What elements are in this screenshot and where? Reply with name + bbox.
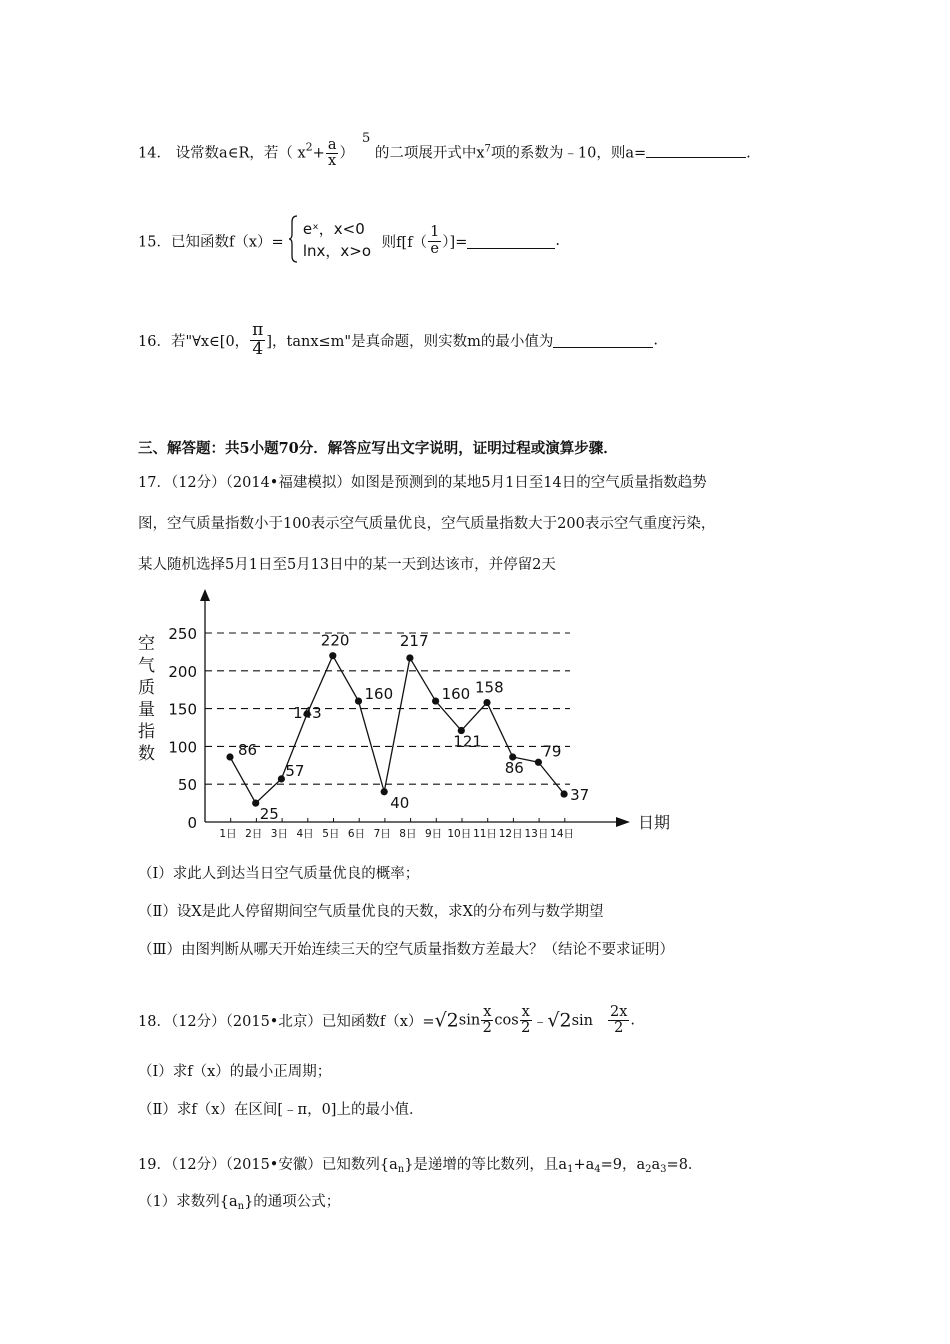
q16-answer-blank <box>553 333 653 348</box>
x-axis-arrow-icon <box>616 817 630 827</box>
q18-sqrt-2: √2 <box>547 1009 572 1032</box>
data-label: 79 <box>542 742 562 761</box>
q18-sqrt-1: √2 <box>434 1009 459 1032</box>
data-label: 143 <box>293 703 322 722</box>
x-tick-label: 4日 <box>296 828 314 840</box>
q19-part-1 <box>138 1190 340 1212</box>
chart-data-labels <box>238 632 589 823</box>
q19-part-1-suffix: }的通项公式； <box>244 1194 341 1210</box>
q16-fraction-denominator: 4 <box>252 338 264 359</box>
q19-plus-a: +a <box>573 1157 595 1173</box>
q15-case-1: eˣ，x<0 <box>302 220 365 239</box>
left-brace-icon <box>288 214 298 264</box>
q19-sub-2: 2 <box>645 1164 652 1175</box>
x-tick-label: 1日 <box>219 828 237 840</box>
air-quality-chart <box>130 585 690 845</box>
q18-fraction-2-numerator: x <box>521 1004 530 1020</box>
data-point <box>252 800 259 807</box>
y-tick-label: 250 <box>168 625 197 643</box>
x-tick-label: 5日 <box>322 828 340 840</box>
data-point <box>561 790 568 797</box>
q18-minus: ﹣ <box>532 1014 548 1031</box>
q14-period: . <box>746 145 751 162</box>
q14-close-paren: ） <box>339 145 354 162</box>
y-axis-label-char: 数 <box>138 744 155 764</box>
q18-part-2: （Ⅱ）求f（x）在区间[﹣π，0]上的最小值． <box>138 1102 424 1118</box>
data-point <box>278 775 285 782</box>
q14-fraction-numerator: a <box>327 137 337 153</box>
q17-line-3: 某人随机选择5月1日至5月13日中的某一天到达该市，并停留2天 <box>138 557 556 573</box>
q19-part-1-prefix: （1）求数列{a <box>138 1194 238 1210</box>
data-label: 40 <box>390 793 410 812</box>
q19-part-1-sub-n: n <box>237 1201 245 1212</box>
data-point <box>535 759 542 766</box>
q14-x-exponent: 7 <box>484 143 491 155</box>
y-tick-label: 200 <box>168 662 197 681</box>
q15-prefix: 已知函数f（x）= <box>170 234 284 251</box>
q14-middle-text: 的二项展开式中x <box>374 145 485 162</box>
q14-outer-exponent: 5 <box>361 130 371 146</box>
q18-sin-2: sin <box>571 1012 593 1029</box>
y-tick-label: 0 <box>187 814 197 832</box>
x-tick-label: 8日 <box>399 828 417 840</box>
x-tick-label: 2日 <box>245 828 263 840</box>
q15-fraction-denominator: e <box>430 240 439 257</box>
q18-fraction-3 <box>608 1005 629 1036</box>
q15-middle-text: 则f[f（ <box>381 234 428 251</box>
data-point <box>329 652 336 659</box>
x-tick-label: 6日 <box>347 828 366 840</box>
q14-fraction-denominator: x <box>328 153 337 170</box>
data-point <box>432 697 439 704</box>
q18-stem: 18．（12分）（2015•北京）已知函数f（x）= <box>138 1014 435 1031</box>
data-point <box>406 654 413 661</box>
q15-period: . <box>555 233 560 249</box>
y-axis-label-char: 质 <box>138 678 155 698</box>
q18-fraction-1-numerator: x <box>483 1004 492 1020</box>
y-tick-label: 50 <box>177 776 197 795</box>
y-axis-label-char: 指 <box>138 722 155 742</box>
chart-y-axis-label <box>138 634 155 764</box>
q18-part-1: （Ⅰ）求f（x）的最小正周期； <box>138 1064 332 1080</box>
data-label: 220 <box>320 631 350 650</box>
q16-fraction-numerator: π <box>252 320 264 340</box>
data-label: 86 <box>238 740 258 759</box>
q18-cos: cos <box>494 1012 519 1029</box>
q18-fraction-1 <box>481 1005 493 1036</box>
q15-fraction-numerator: 1 <box>430 224 440 241</box>
data-point <box>355 697 362 704</box>
q18-period: . <box>630 1012 635 1029</box>
data-label: 86 <box>504 758 524 777</box>
q19-eq-1: =9，a <box>600 1157 646 1173</box>
x-tick-label: 12日 <box>498 828 523 840</box>
x-tick-label: 10日 <box>447 828 472 840</box>
data-label: 57 <box>285 761 305 780</box>
data-label: 25 <box>259 805 279 824</box>
q15-number: 15． <box>138 234 171 251</box>
q15-answer-blank <box>467 234 555 249</box>
chart-y-tick-labels <box>168 625 197 832</box>
y-axis-label-char: 空 <box>138 634 155 654</box>
q16-prefix: 若"∀x∈[0， <box>170 333 250 350</box>
q14-base: x <box>297 145 306 162</box>
x-tick-label: 9日 <box>425 828 443 840</box>
q16-number: 16． <box>138 333 171 350</box>
q14-fraction <box>326 138 339 169</box>
q14-answer-blank <box>646 143 746 158</box>
q14-prefix: 设常数a∈R，若（ <box>175 145 293 162</box>
q18-fraction-2 <box>520 1005 532 1036</box>
q15-fraction <box>428 225 441 256</box>
data-label: 121 <box>453 732 482 751</box>
chart-points <box>226 652 567 807</box>
q19-sub-1: 1 <box>567 1164 574 1175</box>
y-tick-label: 150 <box>168 700 197 719</box>
q19-prefix: 19．（12分）（2015•安徽）已知数列{a <box>138 1157 398 1173</box>
q17-part-3: （Ⅲ）由图判断从哪天开始连续三天的空气质量指数方差最大？（结论不要求证明） <box>138 942 674 958</box>
data-point <box>483 699 490 706</box>
data-point <box>226 753 233 760</box>
q18-sin: sin <box>458 1012 481 1029</box>
data-label: 37 <box>570 786 590 805</box>
q15-suffix: ）]= <box>442 234 468 251</box>
q14-base-exponent: 2 <box>305 140 313 154</box>
y-tick-label: 100 <box>168 738 197 757</box>
q19-sub-4: 4 <box>594 1164 601 1175</box>
x-tick-label: 14日 <box>550 828 575 840</box>
question-14 <box>138 130 751 170</box>
q17-line-1: 17．（12分）（2014•福建模拟）如图是预测到的某地5月1日至14日的空气质量指数趋势 <box>138 475 707 491</box>
q18-fraction-3-numerator: 2x <box>609 1004 628 1020</box>
x-tick-label: 13日 <box>524 828 549 840</box>
question-19 <box>138 1153 702 1175</box>
q18-fraction-3-denominator: 2 <box>614 1020 624 1037</box>
q16-suffix: ]，tanx≤m"是真命题，则实数m的最小值为 <box>266 333 554 350</box>
data-point <box>381 788 388 795</box>
y-axis-arrow-icon <box>200 589 210 601</box>
chart-x-tick-labels <box>219 828 574 840</box>
question-15 <box>138 214 560 268</box>
q19-sub-n: n <box>397 1164 405 1175</box>
q16-fraction <box>250 322 265 359</box>
y-axis-label-char: 气 <box>138 656 155 676</box>
q19-middle: }是递增的等比数列，且a <box>404 1157 568 1173</box>
q19-eq-2: =8． <box>666 1157 703 1173</box>
data-label: 160 <box>441 685 471 704</box>
data-label: 158 <box>475 678 504 697</box>
q16-period: . <box>653 332 658 349</box>
y-axis-label-char: 量 <box>138 700 155 720</box>
x-tick-label: 7日 <box>373 828 391 840</box>
chart-x-axis-label: 日期 <box>638 813 671 832</box>
q19-a3: a <box>651 1157 661 1173</box>
x-tick-label: 11日 <box>473 828 497 840</box>
q17-part-2: （Ⅱ）设X是此人停留期间空气质量优良的天数，求X的分布列与数学期望 <box>138 904 604 920</box>
q14-suffix: 项的系数为﹣10，则a= <box>490 145 647 162</box>
question-18 <box>138 1005 635 1036</box>
q17-part-1: （Ⅰ）求此人到达当日空气质量优良的概率； <box>138 866 420 882</box>
q15-piecewise-cases <box>303 219 371 263</box>
question-16 <box>138 322 658 359</box>
q18-fraction-2-denominator: 2 <box>521 1020 531 1037</box>
x-tick-label: 3日 <box>270 828 288 840</box>
q14-number: 14． <box>138 145 171 162</box>
q15-piecewise-brace <box>288 214 298 268</box>
q17-line-2: 图，空气质量指数小于100表示空气质量优良，空气质量指数大于200表示空气重度污染， <box>138 516 716 532</box>
q18-fraction-1-denominator: 2 <box>482 1020 492 1037</box>
q14-plus: + <box>312 145 325 162</box>
data-label: 160 <box>364 685 394 704</box>
q19-sub-3: 3 <box>660 1164 667 1175</box>
section-3-heading: 三、解答题：共5小题70分．解答应写出文字说明，证明过程或演算步骤． <box>138 440 618 457</box>
data-label: 217 <box>399 631 429 650</box>
q15-case-2: lnx，x>o <box>302 242 372 260</box>
